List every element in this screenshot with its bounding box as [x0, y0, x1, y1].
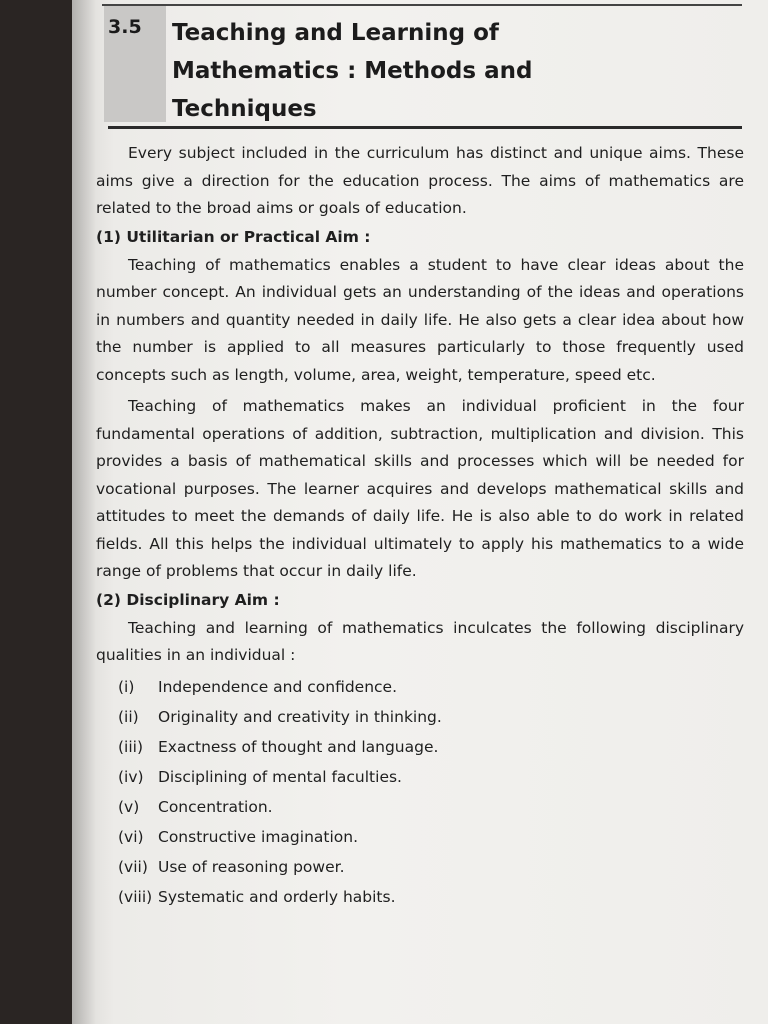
qualities-list — [118, 672, 744, 912]
list-item-text: Originality and creativity in thinking. — [158, 707, 442, 726]
list-item-number: (ii) — [118, 707, 139, 726]
list-item-number: (iv) — [118, 767, 144, 786]
aim2-heading: (2) Disciplinary Aim : — [96, 590, 280, 609]
section-title-line-2: Mathematics : Methods and — [172, 58, 533, 84]
aim1-paragraph-1: Teaching of mathematics enables a student to have clear ideas about the number concept. An individual gets an understanding of the ideas and operations in numbers and quantity needed in daily life. He also gets a clear idea about how the number is applied to all measures particularly to those frequently used concepts such as length, volume, area, weight, temperature, speed etc. — [96, 255, 744, 384]
list-item-text: Independence and confidence. — [158, 677, 398, 696]
section-title — [172, 14, 592, 128]
book-page — [72, 0, 768, 1024]
aim2-paragraph: Teaching and learning of mathematics inculcates the following disciplinary qualities in an individual : — [96, 618, 744, 664]
list-item-number: (viii) — [118, 887, 153, 906]
page-body — [96, 140, 744, 912]
page-gutter-shadow — [72, 0, 96, 1024]
title-underline — [108, 126, 742, 129]
list-item-number: (vii) — [118, 857, 148, 876]
list-item — [118, 822, 744, 852]
list-item-text: Exactness of thought and language. — [158, 737, 439, 756]
list-item — [118, 672, 744, 702]
list-item-number: (i) — [118, 677, 135, 696]
section-title-line-1: Teaching and Learning of — [172, 20, 499, 46]
top-rule — [102, 4, 742, 6]
aim1-paragraph-2: Teaching of mathematics makes an individual proficient in the four fundamental operations of addition, subtraction, multiplication and division. This provides a basis of mathematical skills and processes which will be needed for vocational purposes. The learner acquires and develops mathematical skills and attitudes to meet the demands of daily life. He is also able to do work in related fields. All this helps the individual ultimately to apply his mathematics to a wide range of problems that occur in daily life. — [96, 397, 744, 580]
list-item — [118, 762, 744, 792]
list-item — [118, 732, 744, 762]
list-item-text: Disciplining of mental faculties. — [158, 767, 402, 786]
section-number: 3.5 — [108, 16, 142, 38]
list-item-text: Use of reasoning power. — [158, 857, 345, 876]
list-item-text: Concentration. — [158, 797, 273, 816]
list-item-number: (v) — [118, 797, 140, 816]
section-title-line-3: Techniques — [172, 96, 317, 122]
list-item-number: (iii) — [118, 737, 144, 756]
list-item-text: Constructive imagination. — [158, 827, 359, 846]
list-item-number: (vi) — [118, 827, 144, 846]
list-item-text: Systematic and orderly habits. — [158, 887, 396, 906]
list-item — [118, 702, 744, 732]
intro-paragraph: Every subject included in the curriculum has distinct and unique aims. These aims give a direction for the education process. The aims of mathematics are related to the broad aims or goals of education. — [96, 144, 744, 217]
list-item — [118, 792, 744, 822]
list-item — [118, 852, 744, 882]
list-item — [118, 882, 744, 912]
aim1-heading: (1) Utilitarian or Practical Aim : — [96, 227, 371, 246]
